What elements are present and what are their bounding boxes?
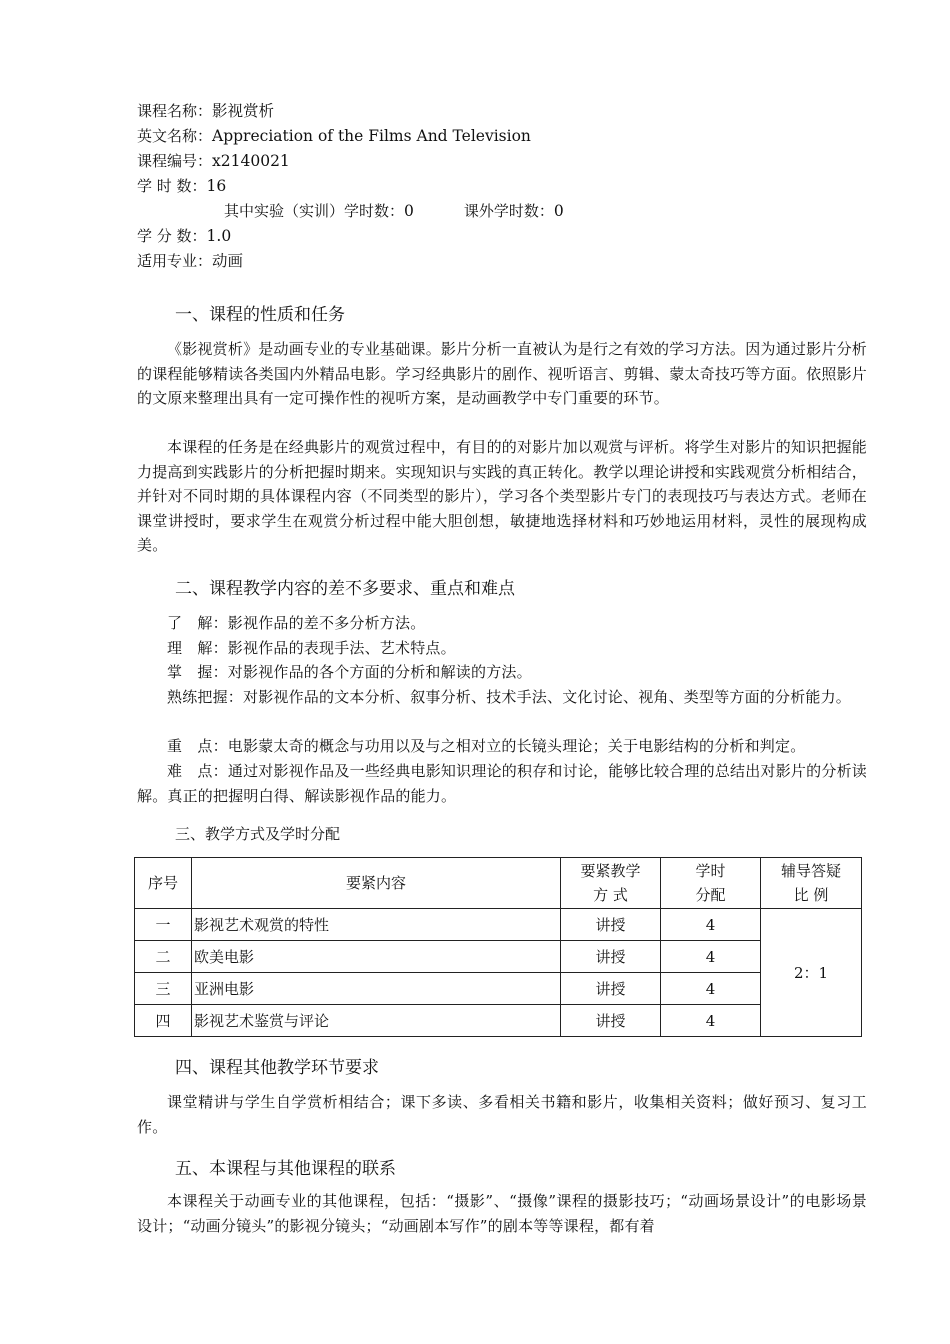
- course-code-value: x2140021: [212, 152, 290, 170]
- section5-heading: 五、本课程与其他课程的联系: [175, 1159, 396, 1179]
- table-row: [135, 1005, 862, 1037]
- requirement-item: 了 解：影视作品的差不多分析方法。: [167, 614, 426, 632]
- row-method: 讲授: [561, 941, 661, 973]
- header-hours: [661, 858, 761, 909]
- credits-value: 1.0: [206, 227, 232, 245]
- sub-hours-row: [137, 199, 877, 224]
- lab-hours-label: 其中实验（实训）学时数：: [224, 202, 405, 220]
- requirement-item: 理 解：影视作品的表现手法、艺术特点。: [167, 639, 456, 657]
- section2-heading: 二、课程教学内容的差不多要求、重点和难点: [175, 579, 515, 599]
- row-method: 讲授: [561, 1005, 661, 1037]
- header-ratio: [761, 858, 862, 909]
- header-content: 要紧内容: [192, 858, 561, 909]
- row-hours: 4: [661, 909, 761, 941]
- course-name-row: [137, 99, 877, 124]
- header-ratio-line1: 辅导答疑: [780, 862, 841, 880]
- course-info: [137, 99, 877, 274]
- credits-label: 学 分 数：: [137, 227, 207, 245]
- section5-paragraph-1: 本课程关于动画专业的其他课程，包括：“摄影”、“摄像”课程的摄影技巧；“动画场景设计”的电影场景设计；“动画分镜头”的影视分镜头；“动画剧本写作”的剧本等等课程，都有着: [137, 1192, 867, 1235]
- row-seq: 四: [135, 1005, 192, 1037]
- credits-row: [137, 224, 877, 249]
- row-hours: 4: [661, 973, 761, 1005]
- major-row: [137, 249, 877, 274]
- row-hours: 4: [661, 1005, 761, 1037]
- english-name-value: Appreciation of the Films And Television: [212, 127, 531, 145]
- table-row: [135, 973, 862, 1005]
- section1-paragraph-1: 《影视赏析》是动画专业的专业基础课。影片分析一直被认为是行之有效的学习方法。因为通过影片分析的课程能够精读各类国内外精品电影。学习经典影片的剧作、视听语言、剪辑、蒙太奇技巧等方面。依照影片的文原来整理出具有一定可操作性的视听方案，是动画教学中专门重要的环节。: [137, 340, 867, 408]
- row-seq: 一: [135, 909, 192, 941]
- requirement-item: 难 点：通过对影视作品及一些经典电影知识理论的积存和讨论，能够比较合理的总结出对影片的分析读解。真正的把握明白得、解读影视作品的能力。: [137, 762, 867, 805]
- section4-heading: 四、课程其他教学环节要求: [175, 1058, 379, 1078]
- course-code-row: [137, 149, 877, 174]
- section1-heading: 一、课程的性质和任务: [175, 305, 345, 325]
- major-label: 适用专业：: [137, 252, 213, 270]
- course-code-label: 课程编号：: [137, 152, 213, 170]
- hours-value: 16: [206, 177, 227, 195]
- section4-paragraph-1: 课堂精讲与学生自学赏析相结合；课下多读、多看相关书籍和影片，收集相关资料；做好预习、复习工作。: [137, 1093, 867, 1136]
- header-ratio-line2: 比 例: [793, 886, 829, 904]
- extra-hours-label: 课外学时数：: [463, 202, 554, 220]
- requirement-item: 重 点：电影蒙太奇的概念与功用以及与之相对立的长镜头理论；关于电影结构的分析和判定。: [167, 737, 806, 755]
- row-content: 影视艺术鉴赏与评论: [192, 1005, 561, 1037]
- requirement-item: 掌 握：对影视作品的各个方面的分析和解读的方法。: [167, 663, 532, 681]
- course-name-value: 影视赏析: [212, 102, 275, 120]
- major-value: 动画: [212, 252, 244, 270]
- header-seq: 序号: [135, 858, 192, 909]
- ratio-cell: 2：1: [761, 909, 862, 1037]
- hours-label: 学 时 数：: [137, 177, 207, 195]
- requirement-item: 熟练把握：对影视作品的文本分析、叙事分析、技术手法、文化讨论、视角、类型等方面的分析能力。: [167, 688, 852, 706]
- course-name-label: 课程名称：: [137, 102, 213, 120]
- row-method: 讲授: [561, 973, 661, 1005]
- header-hours-line1: 学时: [695, 862, 726, 880]
- row-content: 亚洲电影: [192, 973, 561, 1005]
- row-seq: 三: [135, 973, 192, 1005]
- row-content: 影视艺术观赏的特性: [192, 909, 561, 941]
- header-method: [561, 858, 661, 909]
- hours-row: [137, 174, 877, 199]
- lab-hours-value: 0: [404, 202, 414, 220]
- row-content: 欧美电影: [192, 941, 561, 973]
- header-method-line1: 要紧教学: [580, 862, 641, 880]
- table-row: [135, 941, 862, 973]
- row-hours: 4: [661, 941, 761, 973]
- english-name-label: 英文名称：: [137, 127, 213, 145]
- schedule-table: [134, 857, 862, 1037]
- table-row: [135, 909, 862, 941]
- section3-heading: 三、教学方式及学时分配: [175, 825, 341, 843]
- row-seq: 二: [135, 941, 192, 973]
- english-name-row: [137, 124, 877, 149]
- extra-hours-value: 0: [553, 202, 564, 220]
- header-hours-line2: 分配: [695, 886, 726, 904]
- section1-paragraph-2: 本课程的任务是在经典影片的观赏过程中，有目的的对影片加以观赏与评析。将学生对影片的知识把握能力提高到实践影片的分析把握时期来。实现知识与实践的真正转化。教学以理论讲授和实践观赏分析相结合，并针对不同时期的具体课程内容（不同类型的影片），学习各个类型影片专门的表现技巧与表达方式。老师在课堂讲授时，要求学生在观赏分析过程中能大胆创想，敏捷地选择材料和巧妙地运用材料，灵性的展现构成美。: [137, 438, 867, 555]
- header-method-line2: 方 式: [593, 886, 628, 904]
- row-method: 讲授: [561, 909, 661, 941]
- table-header-row: [135, 858, 862, 909]
